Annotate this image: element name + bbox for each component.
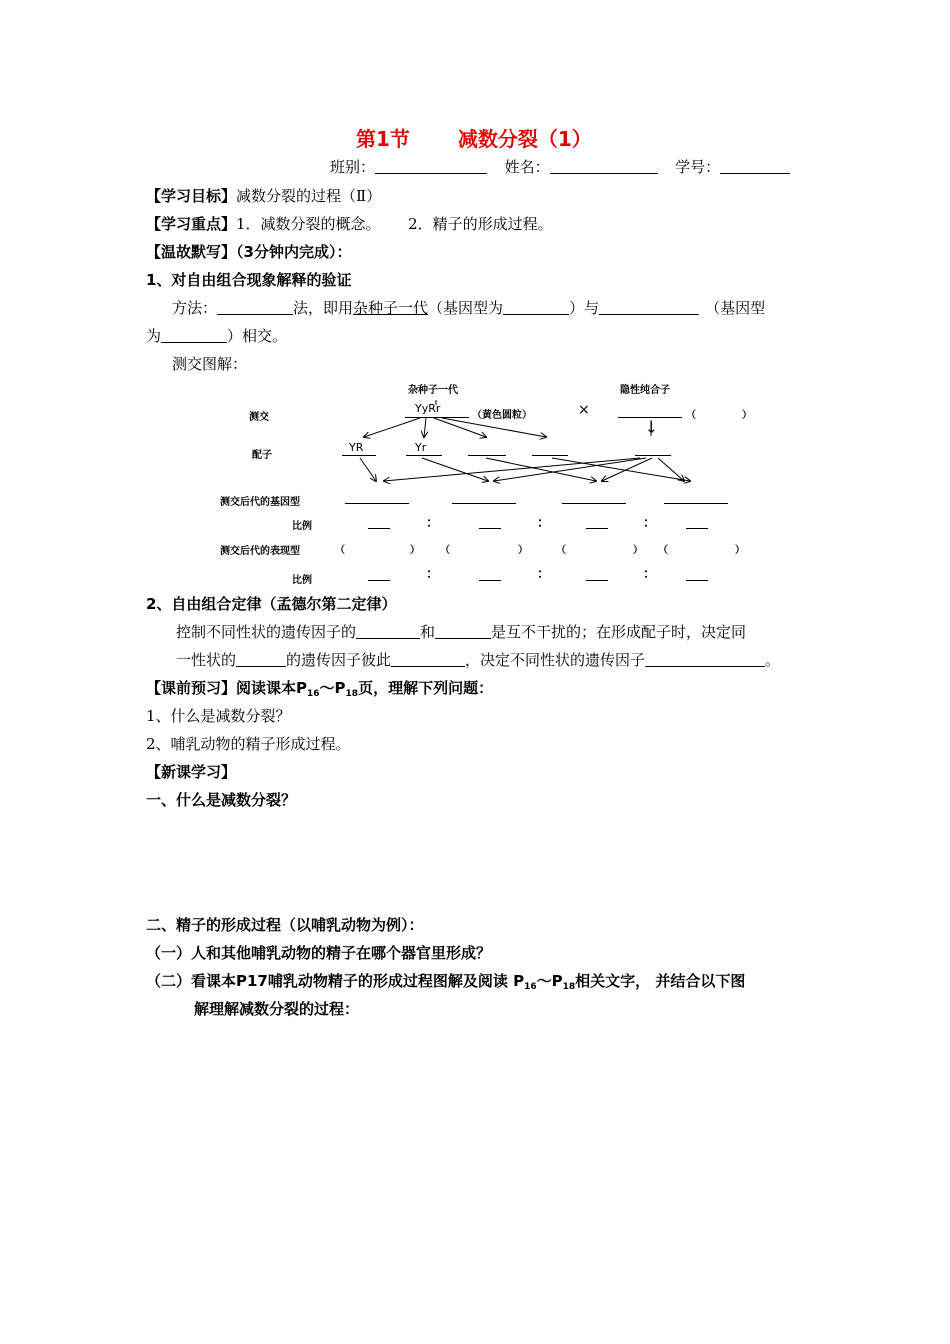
law-2d: 。 bbox=[765, 651, 781, 669]
new-lesson-tag: 【新课学习】 bbox=[146, 763, 237, 781]
key-point-1: 1．减数分裂的概念。 bbox=[236, 215, 381, 233]
law-1c: 是互不干扰的；在形成配子时，决定同 bbox=[491, 623, 747, 641]
id-label: 学号： bbox=[675, 158, 721, 176]
objectives-tag: 【学习目标】 bbox=[146, 187, 237, 205]
phenotype-paren-close: ） bbox=[518, 545, 528, 556]
cross-arrow bbox=[658, 458, 684, 481]
preview-line bbox=[146, 677, 493, 699]
wei-text: 为 bbox=[146, 327, 162, 345]
part2-sub2-cont: 解理解减数分裂的过程： bbox=[194, 1000, 360, 1018]
recessive-gamete-blank[interactable] bbox=[635, 455, 671, 456]
recessive-genotype-blank[interactable] bbox=[618, 417, 682, 418]
ratio-colon: ： bbox=[643, 567, 657, 582]
page-16: 16 bbox=[524, 982, 537, 992]
part2-sub2 bbox=[146, 970, 745, 992]
ratio-colon: ： bbox=[537, 567, 551, 582]
sub2-text-b: 相关文字， 并结合以下图 bbox=[575, 972, 746, 990]
cross-sign: × bbox=[578, 402, 590, 418]
law-line-2 bbox=[176, 649, 780, 670]
phenotype-paren-open[interactable]: （ bbox=[658, 545, 668, 556]
gamete-2-line bbox=[406, 455, 442, 456]
offspring-genotype-label: 测交后代的基因型 bbox=[220, 497, 300, 508]
hybrid-term: 杂种子一代 bbox=[353, 299, 429, 317]
page-title bbox=[356, 123, 592, 152]
preview-text-a: 阅读课本P bbox=[236, 679, 308, 697]
offspring-phenotype-label: 测交后代的表现型 bbox=[220, 546, 300, 557]
arrow-to-gamete-2 bbox=[424, 418, 426, 437]
cross-arrow bbox=[602, 458, 652, 481]
phenotype-paren-open[interactable]: （ bbox=[440, 545, 450, 556]
part1-heading: 一、什么是减数分裂？ bbox=[146, 791, 297, 809]
preview-text-b: 页，理解下列问题： bbox=[358, 679, 494, 697]
class-blank[interactable] bbox=[375, 157, 487, 174]
method-fa: 法，即用 bbox=[293, 299, 354, 317]
testcross-label: 测交 bbox=[249, 412, 269, 423]
gamete-4-blank[interactable] bbox=[532, 455, 568, 456]
review-tag: 【温故默写】 bbox=[146, 243, 237, 261]
phenotype-paren-close: ） bbox=[410, 545, 420, 556]
review-text: （3分钟内完成）： bbox=[236, 243, 352, 261]
law-2c: ，决定不同性状的遗传因子 bbox=[465, 651, 646, 669]
ratio-label-2: 比例 bbox=[292, 575, 312, 586]
method-line bbox=[172, 297, 765, 318]
title-topic: 减数分裂（1） bbox=[457, 127, 592, 151]
phenotype-ratio-blank-2[interactable] bbox=[479, 580, 501, 581]
preview-question-1: 1、什么是减数分裂？ bbox=[146, 707, 291, 725]
arrow-down: ↓ bbox=[645, 419, 658, 437]
gametes-label: 配子 bbox=[252, 450, 272, 461]
and-text: ）与 bbox=[569, 299, 600, 317]
law-2a: 一性状的 bbox=[176, 651, 237, 669]
ratio-colon: ： bbox=[426, 516, 440, 531]
section1-heading: 1、对自由组合现象解释的验证 bbox=[146, 271, 352, 289]
arrow-to-gamete-1 bbox=[364, 418, 420, 437]
cross-arrow bbox=[552, 458, 690, 481]
part2-heading: 二、精子的形成过程（以哺乳动物为例）： bbox=[146, 916, 424, 934]
page-18: 18 bbox=[345, 689, 359, 699]
parent-genotype: YyRr bbox=[415, 402, 441, 415]
phenotype-ratio-blank-3[interactable] bbox=[586, 580, 608, 581]
law-1a: 控制不同性状的遗传因子的 bbox=[176, 623, 357, 641]
method-label: 方法： bbox=[172, 299, 218, 317]
ratio-colon: ： bbox=[643, 516, 657, 531]
cross-arrow bbox=[384, 458, 640, 481]
part2-sub1: （一）人和其他哺乳动物的精子在哪个器官里形成？ bbox=[146, 944, 492, 962]
recessive-paren-close: ） bbox=[742, 410, 752, 421]
phenotype-ratio-blank-4[interactable] bbox=[686, 580, 708, 581]
partner-genotype-blank[interactable] bbox=[161, 326, 227, 343]
hybrid-genotype-blank[interactable] bbox=[503, 298, 569, 315]
phenotype-ratio-blank-1[interactable] bbox=[368, 580, 390, 581]
name-label: 姓名： bbox=[504, 158, 550, 176]
preview-tag: 【课前预习】 bbox=[146, 679, 237, 697]
offspring-genotype-blank-3[interactable] bbox=[562, 503, 626, 504]
page-18: 18 bbox=[562, 982, 576, 992]
ratio-colon: ： bbox=[537, 516, 551, 531]
method-line-2 bbox=[146, 325, 287, 346]
preview-tilde: ～P bbox=[319, 679, 346, 697]
method-blank[interactable] bbox=[217, 298, 293, 315]
diagram-label: 测交图解： bbox=[172, 355, 248, 373]
review-line bbox=[146, 241, 351, 262]
genotype-open-2: （基因型 bbox=[705, 299, 766, 317]
phenotype-paren-close: ） bbox=[735, 545, 745, 556]
cross-arrow bbox=[360, 458, 376, 481]
genotype-ratio-blank-3[interactable] bbox=[586, 528, 608, 529]
law-blank-3[interactable] bbox=[236, 650, 286, 667]
law-1b: 和 bbox=[420, 623, 436, 641]
law-blank-5[interactable] bbox=[645, 650, 765, 667]
genotype-open: （基因型为 bbox=[428, 299, 504, 317]
cross-arrow bbox=[422, 458, 488, 481]
section2-heading: 2、自由组合定律（孟德尔第二定律） bbox=[146, 595, 397, 613]
name-blank[interactable] bbox=[550, 157, 658, 174]
key-points-line bbox=[146, 213, 553, 234]
class-label: 班别： bbox=[330, 158, 376, 176]
recessive-paren-open: （ bbox=[686, 410, 696, 421]
phenotype-paren-open[interactable]: （ bbox=[335, 545, 345, 556]
sub2-text-a: （二）看课本P17哺乳动物精子的形成过程图解及阅读 P bbox=[146, 972, 525, 990]
hybrid-title: 杂种子一代 bbox=[408, 385, 458, 396]
student-info-line bbox=[330, 156, 790, 177]
genotype-ratio-blank-1[interactable] bbox=[368, 528, 390, 529]
key-points-tag: 【学习重点】 bbox=[146, 215, 237, 233]
offspring-genotype-blank-2[interactable] bbox=[452, 503, 516, 504]
parent-phenotype: （黄色圆粒） bbox=[472, 410, 532, 421]
cross-text: ）相交。 bbox=[227, 327, 288, 345]
law-blank-2[interactable] bbox=[435, 622, 491, 639]
gamete-1-line bbox=[342, 455, 376, 456]
gamete-2: Yr bbox=[415, 441, 427, 454]
parent-genotype-line bbox=[405, 417, 469, 418]
phenotype-paren-open[interactable]: （ bbox=[556, 545, 566, 556]
gamete-3-blank[interactable] bbox=[468, 455, 506, 456]
gamete-1: YR bbox=[349, 441, 364, 454]
preview-question-2: 2、哺乳动物的精子形成过程。 bbox=[146, 735, 351, 753]
objectives-text: 减数分裂的过程（Ⅱ） bbox=[236, 187, 382, 205]
law-blank-4[interactable] bbox=[391, 650, 465, 667]
law-blank-1[interactable] bbox=[356, 622, 420, 639]
law-line-1 bbox=[176, 621, 746, 642]
ratio-label-1: 比例 bbox=[292, 521, 312, 532]
key-point-2: 2．精子的形成过程。 bbox=[408, 215, 553, 233]
genotype-ratio-blank-2[interactable] bbox=[479, 528, 501, 529]
cross-arrow bbox=[486, 458, 596, 481]
sub2-tilde: ～P bbox=[536, 972, 563, 990]
offspring-genotype-blank-4[interactable] bbox=[664, 503, 728, 504]
law-2b: 的遗传因子彼此 bbox=[286, 651, 392, 669]
partner-blank[interactable] bbox=[599, 298, 699, 315]
page-16: 16 bbox=[307, 689, 320, 699]
cross-arrow bbox=[494, 458, 646, 481]
objectives-line bbox=[146, 185, 381, 206]
id-blank[interactable] bbox=[720, 157, 790, 174]
ratio-colon: ： bbox=[426, 567, 440, 582]
genotype-ratio-blank-4[interactable] bbox=[686, 528, 708, 529]
offspring-genotype-blank-1[interactable] bbox=[345, 503, 409, 504]
title-section-number: 第1节 bbox=[356, 127, 410, 151]
phenotype-paren-close: ） bbox=[633, 545, 643, 556]
recessive-title: 隐性纯合子 bbox=[620, 385, 670, 396]
